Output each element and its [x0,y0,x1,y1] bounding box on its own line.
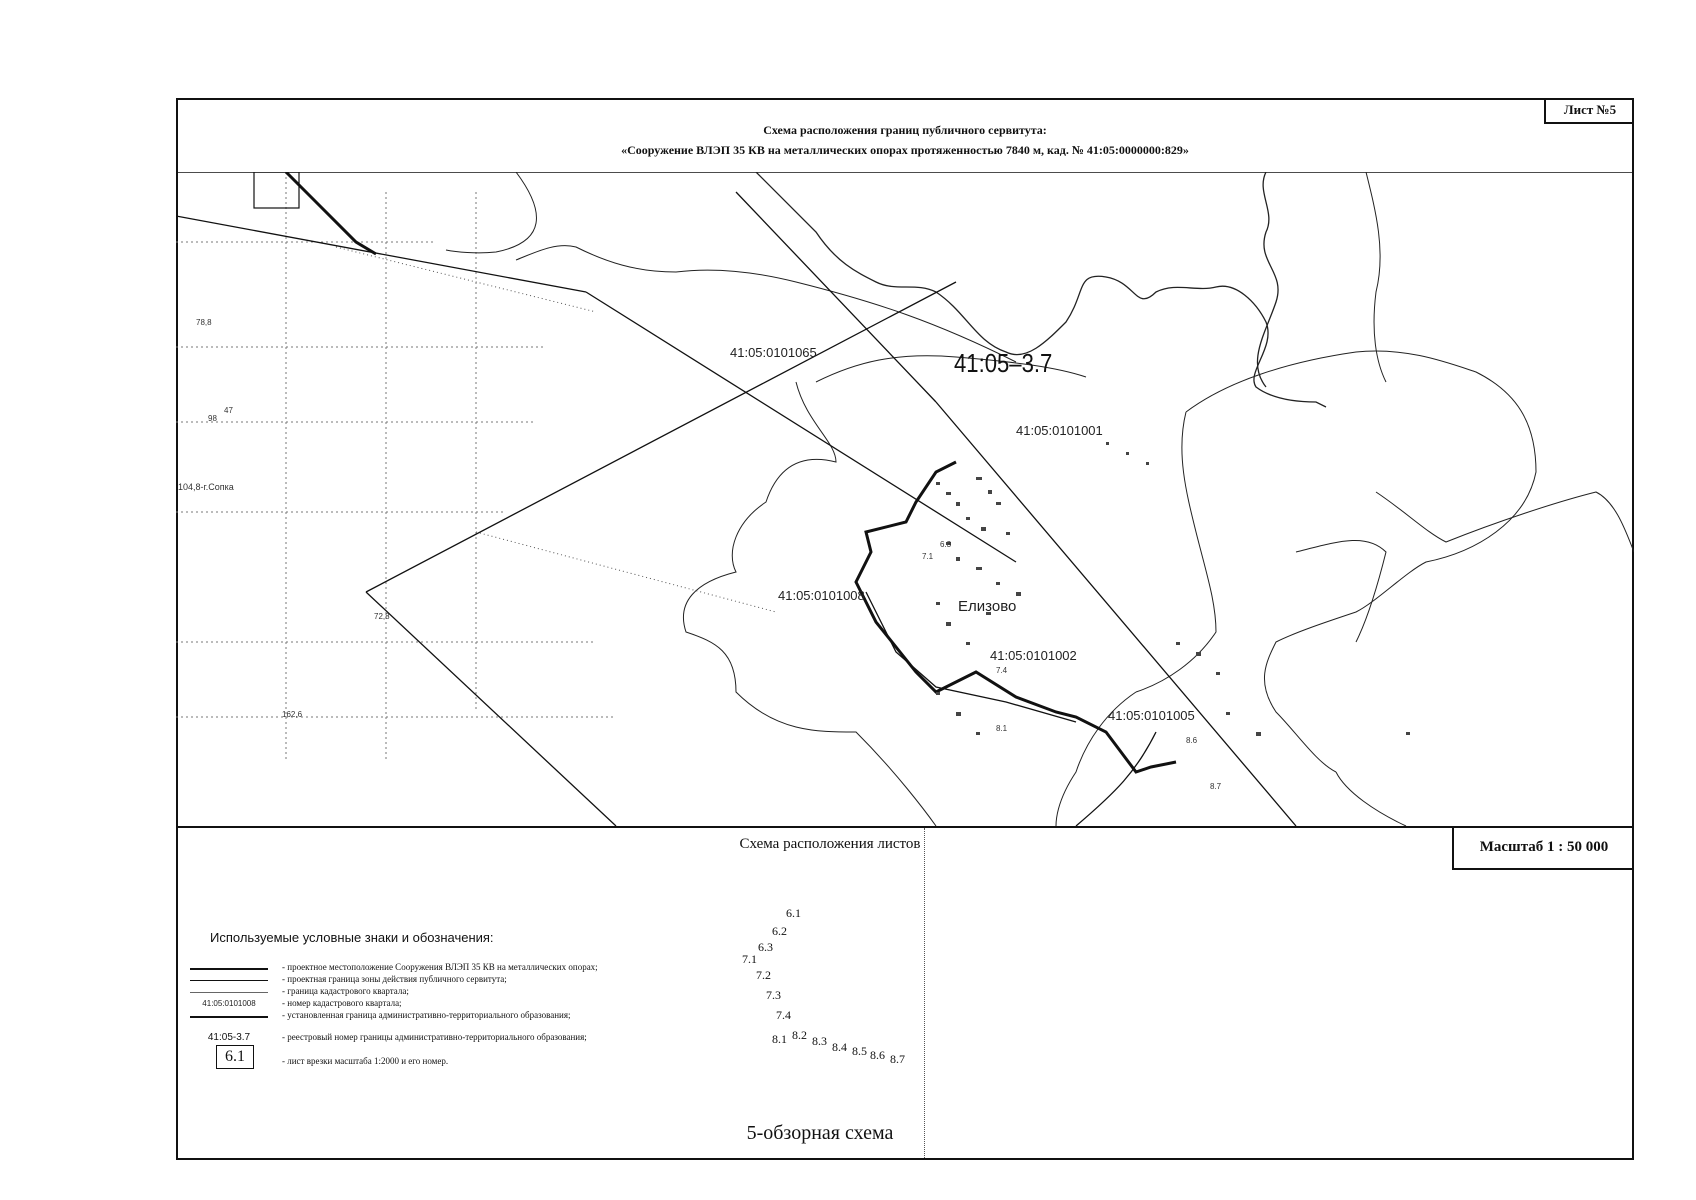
quarter-label-1065: 41:05:0101065 [730,345,817,360]
legend-text: - установленная граница административно-территориального образования; [282,1010,571,1020]
map-sheet-8-6: 8.6 [1186,736,1198,745]
sheet-layout-6-3: 6.3 [758,940,773,954]
quarter-label-1001: 41:05:0101001 [1016,423,1103,438]
registry-number-label: 41:05–3.7 [954,348,1053,378]
legend-item-quarter-boundary [190,986,710,998]
topo-label-4: 78,8 [196,318,212,327]
scale-label: Масштаб 1 : 50 000 [1452,826,1634,870]
topo-label-1: 104,8-г.Сопка [178,482,234,492]
bottom-panel-vertical-divider [924,828,925,1158]
quarter-label-1008: 41:05:0101008 [778,588,865,603]
map-sheet-7-4: 7.4 [996,666,1008,675]
legend-item-admin-boundary [190,1010,710,1032]
topo-label-3: 47 [224,406,233,415]
power-line-route [286,172,1176,772]
topo-label-6: 162,6 [282,710,303,719]
river-branch [1366,172,1386,382]
cadastral-map[interactable] [176,172,1634,826]
sheet-title-line-1: Схема расположения границ публичного сервитута: [763,123,1047,137]
legend-symbol-registry-label: 41:05-3.7 [207,1032,251,1043]
legend-text: - проектная граница зоны действия публичного сервитута; [282,974,507,984]
sheet-number-label: Лист №5 [1544,98,1634,124]
legend-text: - проектное местоположение Сооружения ВЛЭП 35 КВ на металлических опорах; [282,962,598,972]
map-sheet-8-1: 8.1 [996,724,1008,733]
overview-scheme-label: 5-обзорная схема [746,1122,894,1144]
legend-symbol-thick-line [190,962,268,974]
legend-symbol-admin-line [190,1010,268,1022]
legend-text: - граница кадастрового квартала; [282,986,409,996]
legend-item-inset-sheet [190,1056,710,1068]
topo-label-5: 72,8 [374,612,390,621]
legend-heading: Используемые условные знаки и обозначения: [210,930,494,945]
legend-item-power-line [190,962,710,974]
sheets-layout-title: Схема расположения листов [739,836,921,852]
quarter-label-1005: 41:05:0101005 [1108,708,1195,723]
sheet-layout-7-4: 7.4 [776,1008,791,1022]
sheet-layout-8-5: 8.5 [852,1044,867,1058]
sheet-layout-8-7: 8.7 [890,1052,905,1066]
sheet-layout-8-1: 8.1 [772,1032,787,1046]
servitude-zone-lines [336,247,776,612]
legend-item-servitude-zone [190,974,710,986]
river-tributary [1257,172,1278,387]
legend-symbol-quarter-label: 41:05:0101008 [202,999,256,1008]
topographic-grid [176,172,616,762]
sheet-layout-8-6: 8.6 [870,1048,885,1062]
sheet-layout-8-4: 8.4 [832,1040,847,1054]
sheet-layout-8-2: 8.2 [792,1028,807,1042]
legend-item-quarter-number [190,998,710,1010]
sheet-layout-7-3: 7.3 [766,988,781,1002]
settlement-label: Елизово [958,598,1017,615]
sheet-layout-8-3: 8.3 [812,1034,827,1048]
legend-text: - лист врезки масштаба 1:2000 и его номер. [282,1056,449,1066]
sheet-title-line-2: «Сооружение ВЛЭП 35 КВ на металлических опорах протяженностью 7840 м, кад. № 41:05:0000000:829» [621,143,1189,157]
legend-text: - номер кадастрового квартала; [282,998,402,1008]
quarter-label-1002: 41:05:0101002 [990,648,1077,663]
legend-item-registry-number [190,1032,710,1054]
map-sheet-7-1: 7.1 [922,552,934,561]
legend-text: - реестровый номер границы административно-территориального образования; [282,1032,587,1042]
bottom-panel-divider [176,826,1634,828]
sheet-layout-7-2: 7.2 [756,968,771,982]
legend-symbol-hair-line [190,986,268,998]
map-sheet-8-7: 8.7 [1210,782,1222,791]
sheet-layout-7-1: 7.1 [742,952,757,966]
topo-label-2: 98 [208,414,217,423]
sheet-layout-6-2: 6.2 [772,924,787,938]
sheet-layout-6-1: 6.1 [786,906,801,920]
legend-symbol-thin-line [190,974,268,986]
quarter-boundaries [446,172,1634,826]
legend-symbol-sheet-box: 6.1 [216,1045,254,1069]
map-sheet-6-3: 6.3 [940,540,952,549]
